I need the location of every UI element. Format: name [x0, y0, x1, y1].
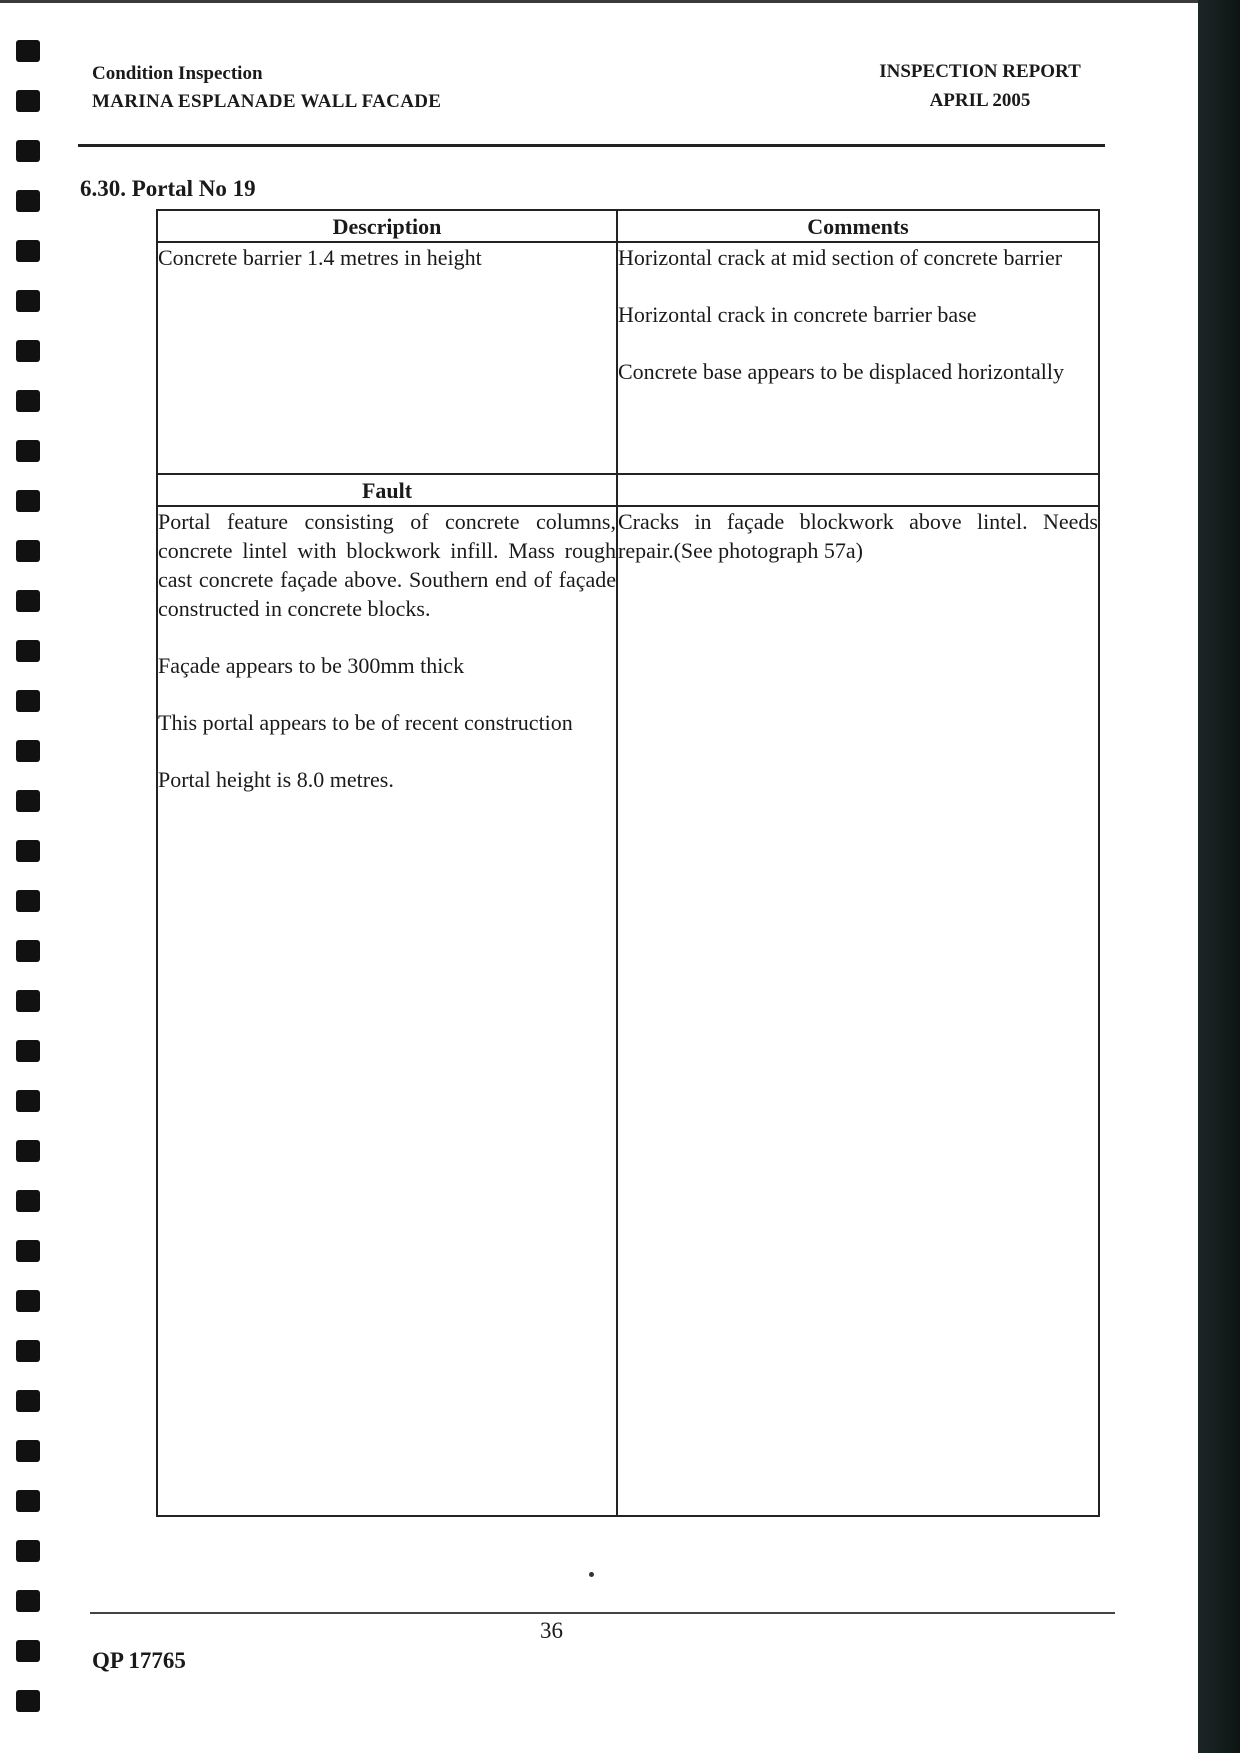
binding-hole — [16, 90, 40, 112]
header-project-title: MARINA ESPLANADE WALL FACADE — [92, 91, 442, 112]
fault-comment-paragraph: Cracks in façade blockwork above lintel. Needs repair.(See photograph 57a) — [618, 509, 1098, 563]
binding-hole — [16, 290, 40, 312]
fault-header-row — [157, 474, 1099, 506]
description-cell — [157, 242, 617, 474]
binding-hole — [16, 1540, 40, 1562]
binding-hole — [16, 890, 40, 912]
description-comments-cell — [617, 242, 1099, 474]
binding-hole — [16, 1290, 40, 1312]
fault-paragraph: Façade appears to be 300mm thick — [158, 653, 465, 678]
header-left — [92, 60, 441, 116]
section-title: 6.30. Portal No 19 — [80, 176, 256, 201]
binding-hole — [16, 440, 40, 462]
binding-hole — [16, 1090, 40, 1112]
binding-hole — [16, 390, 40, 412]
binding-hole — [16, 1040, 40, 1062]
binding-hole — [16, 1390, 40, 1412]
comment-paragraph: Horizontal crack in concrete barrier base — [618, 302, 977, 327]
binding-hole — [16, 790, 40, 812]
binding-hole — [16, 40, 40, 62]
column-header-description: Description — [157, 210, 617, 242]
fault-cell — [157, 506, 617, 1516]
scan-right-edge — [1198, 0, 1240, 1753]
binding-hole — [16, 490, 40, 512]
binding-hole — [16, 1640, 40, 1662]
report-type: INSPECTION REPORT — [879, 61, 1081, 82]
binding-hole — [16, 990, 40, 1012]
binding-hole — [16, 340, 40, 362]
comment-paragraph: Horizontal crack at mid section of concrete barrier — [618, 245, 1063, 270]
scan-speck — [589, 1572, 594, 1577]
binding-hole — [16, 1240, 40, 1262]
column-header-fault: Fault — [157, 474, 617, 506]
fault-paragraph: Portal height is 8.0 metres. — [158, 767, 394, 792]
table-row — [157, 506, 1099, 1516]
binding-hole — [16, 1140, 40, 1162]
binding-hole — [16, 1590, 40, 1612]
binding-hole — [16, 840, 40, 862]
binding-hole — [16, 240, 40, 262]
binding-hole — [16, 1440, 40, 1462]
table-header-row — [157, 210, 1099, 242]
column-header-comments: Comments — [617, 210, 1099, 242]
page-number: 36 — [540, 1618, 563, 1643]
binding-hole — [16, 940, 40, 962]
header-right — [860, 57, 1100, 115]
binding-hole — [16, 140, 40, 162]
binding-hole — [16, 1490, 40, 1512]
binding-hole — [16, 190, 40, 212]
table-row — [157, 242, 1099, 474]
binding-holes — [16, 40, 42, 1720]
fault-comments-cell — [617, 506, 1099, 1516]
fault-paragraph: This portal appears to be of recent construction — [158, 710, 573, 735]
header-subtitle: Condition Inspection — [92, 63, 263, 84]
binding-hole — [16, 1190, 40, 1212]
document-reference: QP 17765 — [92, 1648, 186, 1673]
binding-hole — [16, 740, 40, 762]
description-text: Concrete barrier 1.4 metres in height — [158, 245, 482, 270]
inspection-table — [156, 209, 1100, 1517]
binding-hole — [16, 1690, 40, 1712]
column-header-empty — [617, 474, 1099, 506]
fault-paragraph: Portal feature consisting of concrete columns, concrete lintel with blockwork infill. Mass rough cast concrete façade above. Southern end of façade constructed in concrete blocks. — [158, 509, 616, 621]
footer-rule — [90, 1612, 1115, 1614]
comment-paragraph: Concrete base appears to be displaced horizontally — [618, 359, 1064, 384]
binding-hole — [16, 1340, 40, 1362]
binding-hole — [16, 640, 40, 662]
binding-hole — [16, 540, 40, 562]
scan-top-edge — [0, 0, 1198, 3]
binding-hole — [16, 590, 40, 612]
report-date: APRIL 2005 — [929, 90, 1031, 111]
header-rule — [78, 144, 1105, 147]
binding-hole — [16, 690, 40, 712]
